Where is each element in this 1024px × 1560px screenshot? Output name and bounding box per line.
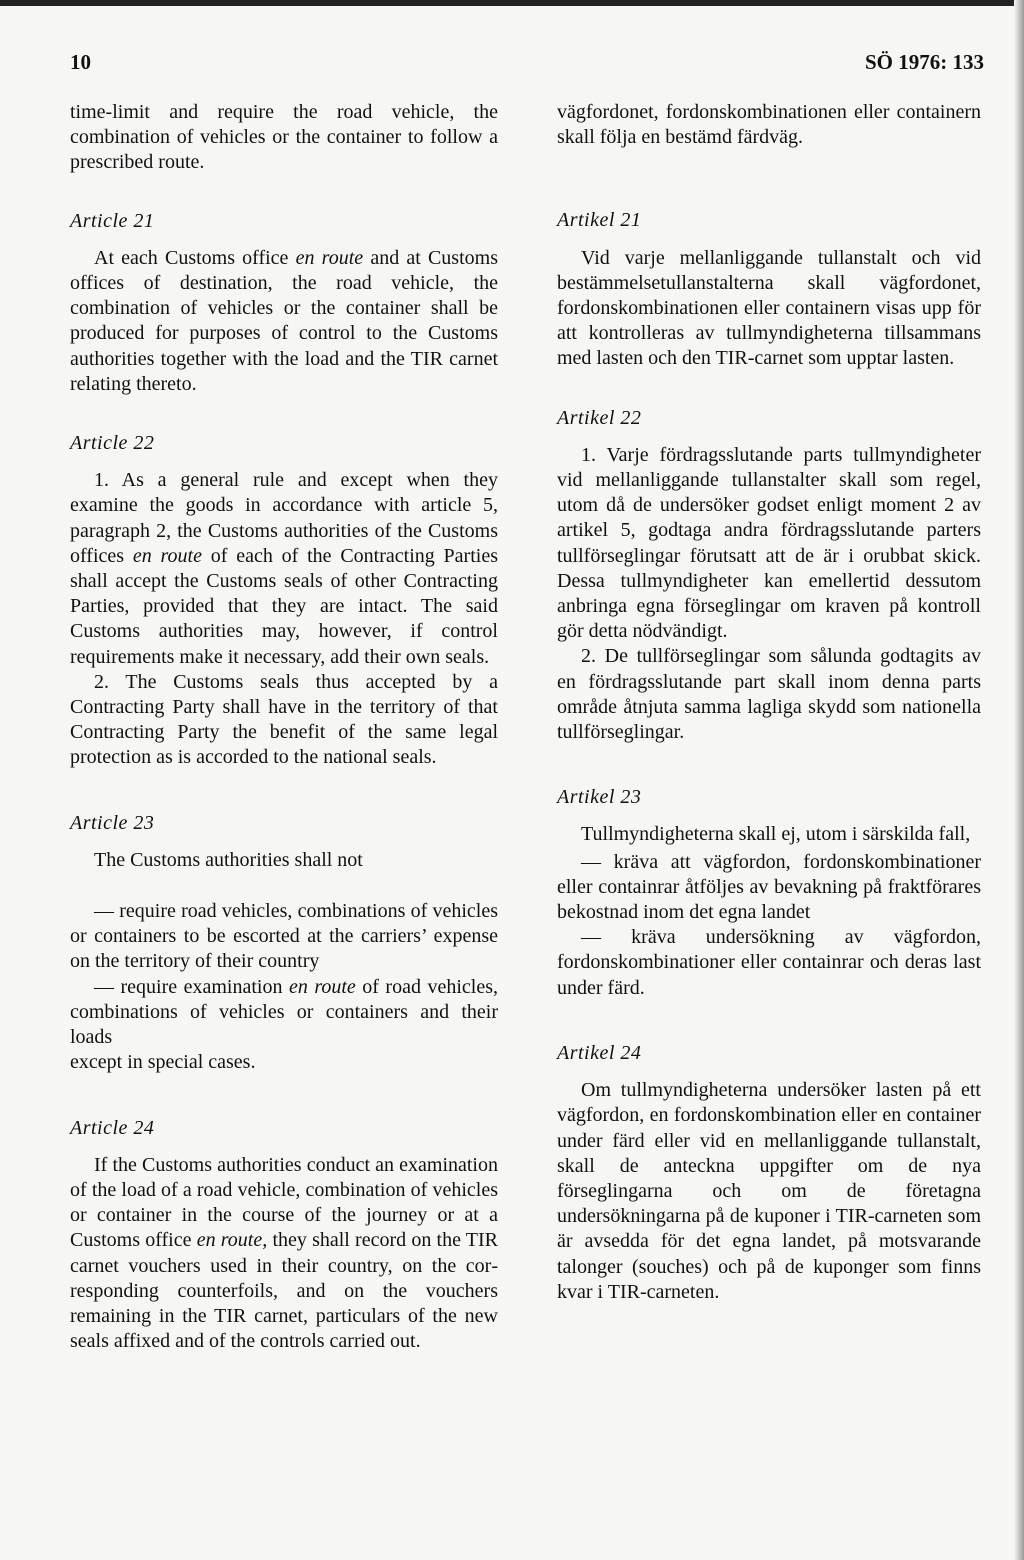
article-24-heading-en: Article 24	[70, 1116, 155, 1139]
document-reference: SÖ 1976: 133	[864, 50, 984, 74]
article-22-heading-en: Article 22	[70, 432, 155, 455]
article-22-heading-sv: Artikel 22	[557, 406, 642, 429]
article-22-sv	[557, 406, 981, 746]
article-23-dash-2-sv: — kräva undersökning av vägfordon, fordonskombinationer eller containrar och deras last under färd.	[557, 926, 981, 999]
english-column	[70, 100, 498, 1387]
article-24-paragraph-sv: Om tullmyndigheterna undersöker lasten på ett vägfordon, en fordonskombination eller en container under färd eller vid en mellanliggande tullanstalt, skall de anteckna uppgifter om de nya förseglingarna och om de företagna undersökningarna på de kuponer i TIR-carneten som är avsedda för det egna landet, på motsvarande talonger (souches) och på de kuponger som finns kvar i TIR-carneten.	[557, 1079, 981, 1303]
article-23-intro-en: The Customs authorities shall not	[94, 848, 363, 871]
article-21-en	[70, 209, 498, 397]
article-22-paragraph-1-sv: 1. Varje fördragsslutande parts tullmyndigheter vid mellanliggande tullanstalter skall som regel, utom då de undersöker godset enligt moment 2 av artikel 5, godtaga andra fördragsslutande parters tullförseglingar förutsatt att de är i orubbat skick. Dessa tullmyndigheter kan emellertid dessutom anbringa egna förseglingar om kraven på kontroll gör detta nödvändigt.	[557, 443, 981, 643]
article-21-paragraph-en: At each Customs office en route and at Customs offices of destination, the road vehicle, the combination of vehicles or the container shall be produced for purposes of control to the Customs authorities together with the load and the TIR carnet relating thereto.	[70, 246, 498, 395]
article-23-dash-1-en: — require road vehicles, combinations of vehicles or containers to be escorted at the carriers’ expense on the territory of their country	[70, 900, 498, 973]
article-23-dash-1-sv: — kräva att vägfordon, fordonskombinationer eller containrar åtföljes av bevakning på fraktförares bekostnad inom det egna landet	[557, 850, 981, 924]
article-24-heading-sv: Artikel 24	[557, 1041, 642, 1064]
article-21-heading-sv: Artikel 21	[557, 209, 642, 232]
intro-paragraph-sv: vägfordonet, fordonskombinationen eller containern skall följa en bestämd färdväg.	[557, 101, 981, 149]
article-23-intro-sv: Tullmyndigheterna skall ej, utom i särskilda fall,	[581, 823, 971, 846]
article-21-paragraph-sv: Vid varje mellanliggande tullanstalt och vid bestämmelsetullanstalterna skall vägfordonet, fordonskombinationen eller containern visas upp för att kontrolleras av tullmyndigheterna tillsammans med lasten och den TIR-carnet som upptar lasten.	[557, 246, 981, 370]
article-22-paragraph-1-en: 1. As a general rule and except when they examine the goods in accordance with article 5, paragraph 2, the Customs authorities of the Customs offices en route of each of the Contracting Parties shall accept the Customs seals of other Contracting Parties, provided that they are intact. The said Customs authorities may, however, if control requirements make it necessary, add their own seals.	[70, 469, 498, 668]
article-23-dash-2-en: — require examination en route of road vehicles, combinations of vehicles or containers and their loads	[70, 975, 498, 1049]
article-24-en	[70, 1116, 498, 1355]
page-number: 10	[70, 50, 91, 74]
article-22-en	[70, 431, 498, 771]
article-23-sv	[557, 785, 981, 1001]
article-24-sv	[557, 1041, 981, 1305]
article-23-heading-sv: Artikel 23	[557, 786, 642, 809]
article-23-closing-en: except in special cases.	[70, 1051, 256, 1074]
article-23-en	[70, 811, 498, 1076]
article-21-sv	[557, 208, 981, 371]
swedish-column	[557, 100, 981, 1338]
intro-paragraph-en: time-limit and require the road vehicle, the combination of vehicles or the container to follow a prescribed route.	[70, 101, 498, 174]
intro-block-en	[70, 100, 498, 176]
article-21-heading-en: Article 21	[70, 209, 155, 232]
article-23-heading-en: Article 23	[70, 811, 155, 834]
running-header	[70, 50, 984, 80]
intro-block-sv	[557, 100, 981, 150]
article-22-paragraph-2-sv: 2. De tullförseglingar som sålunda godtagits av en fördragsslutande part skall inom denna parts område åtnjuta samma lagliga skydd som nationella tullförseglingar.	[557, 645, 981, 744]
article-22-paragraph-2-en: 2. The Customs seals thus accepted by a Contracting Party shall have in the territory of that Contracting Party the benefit of the same legal protection as is accorded to the national seals.	[70, 670, 498, 769]
article-24-paragraph-en: If the Customs authorities conduct an examination of the load of a road vehicle, combination of vehicles or container in the course of the journey or at a Customs office en route, they shall record on the TIR carnet vouchers used in their country, on the corresponding counterfoils, and on the vouchers remaining in the TIR carnet, particulars of the new seals affixed and of the controls carried out.	[70, 1153, 498, 1353]
